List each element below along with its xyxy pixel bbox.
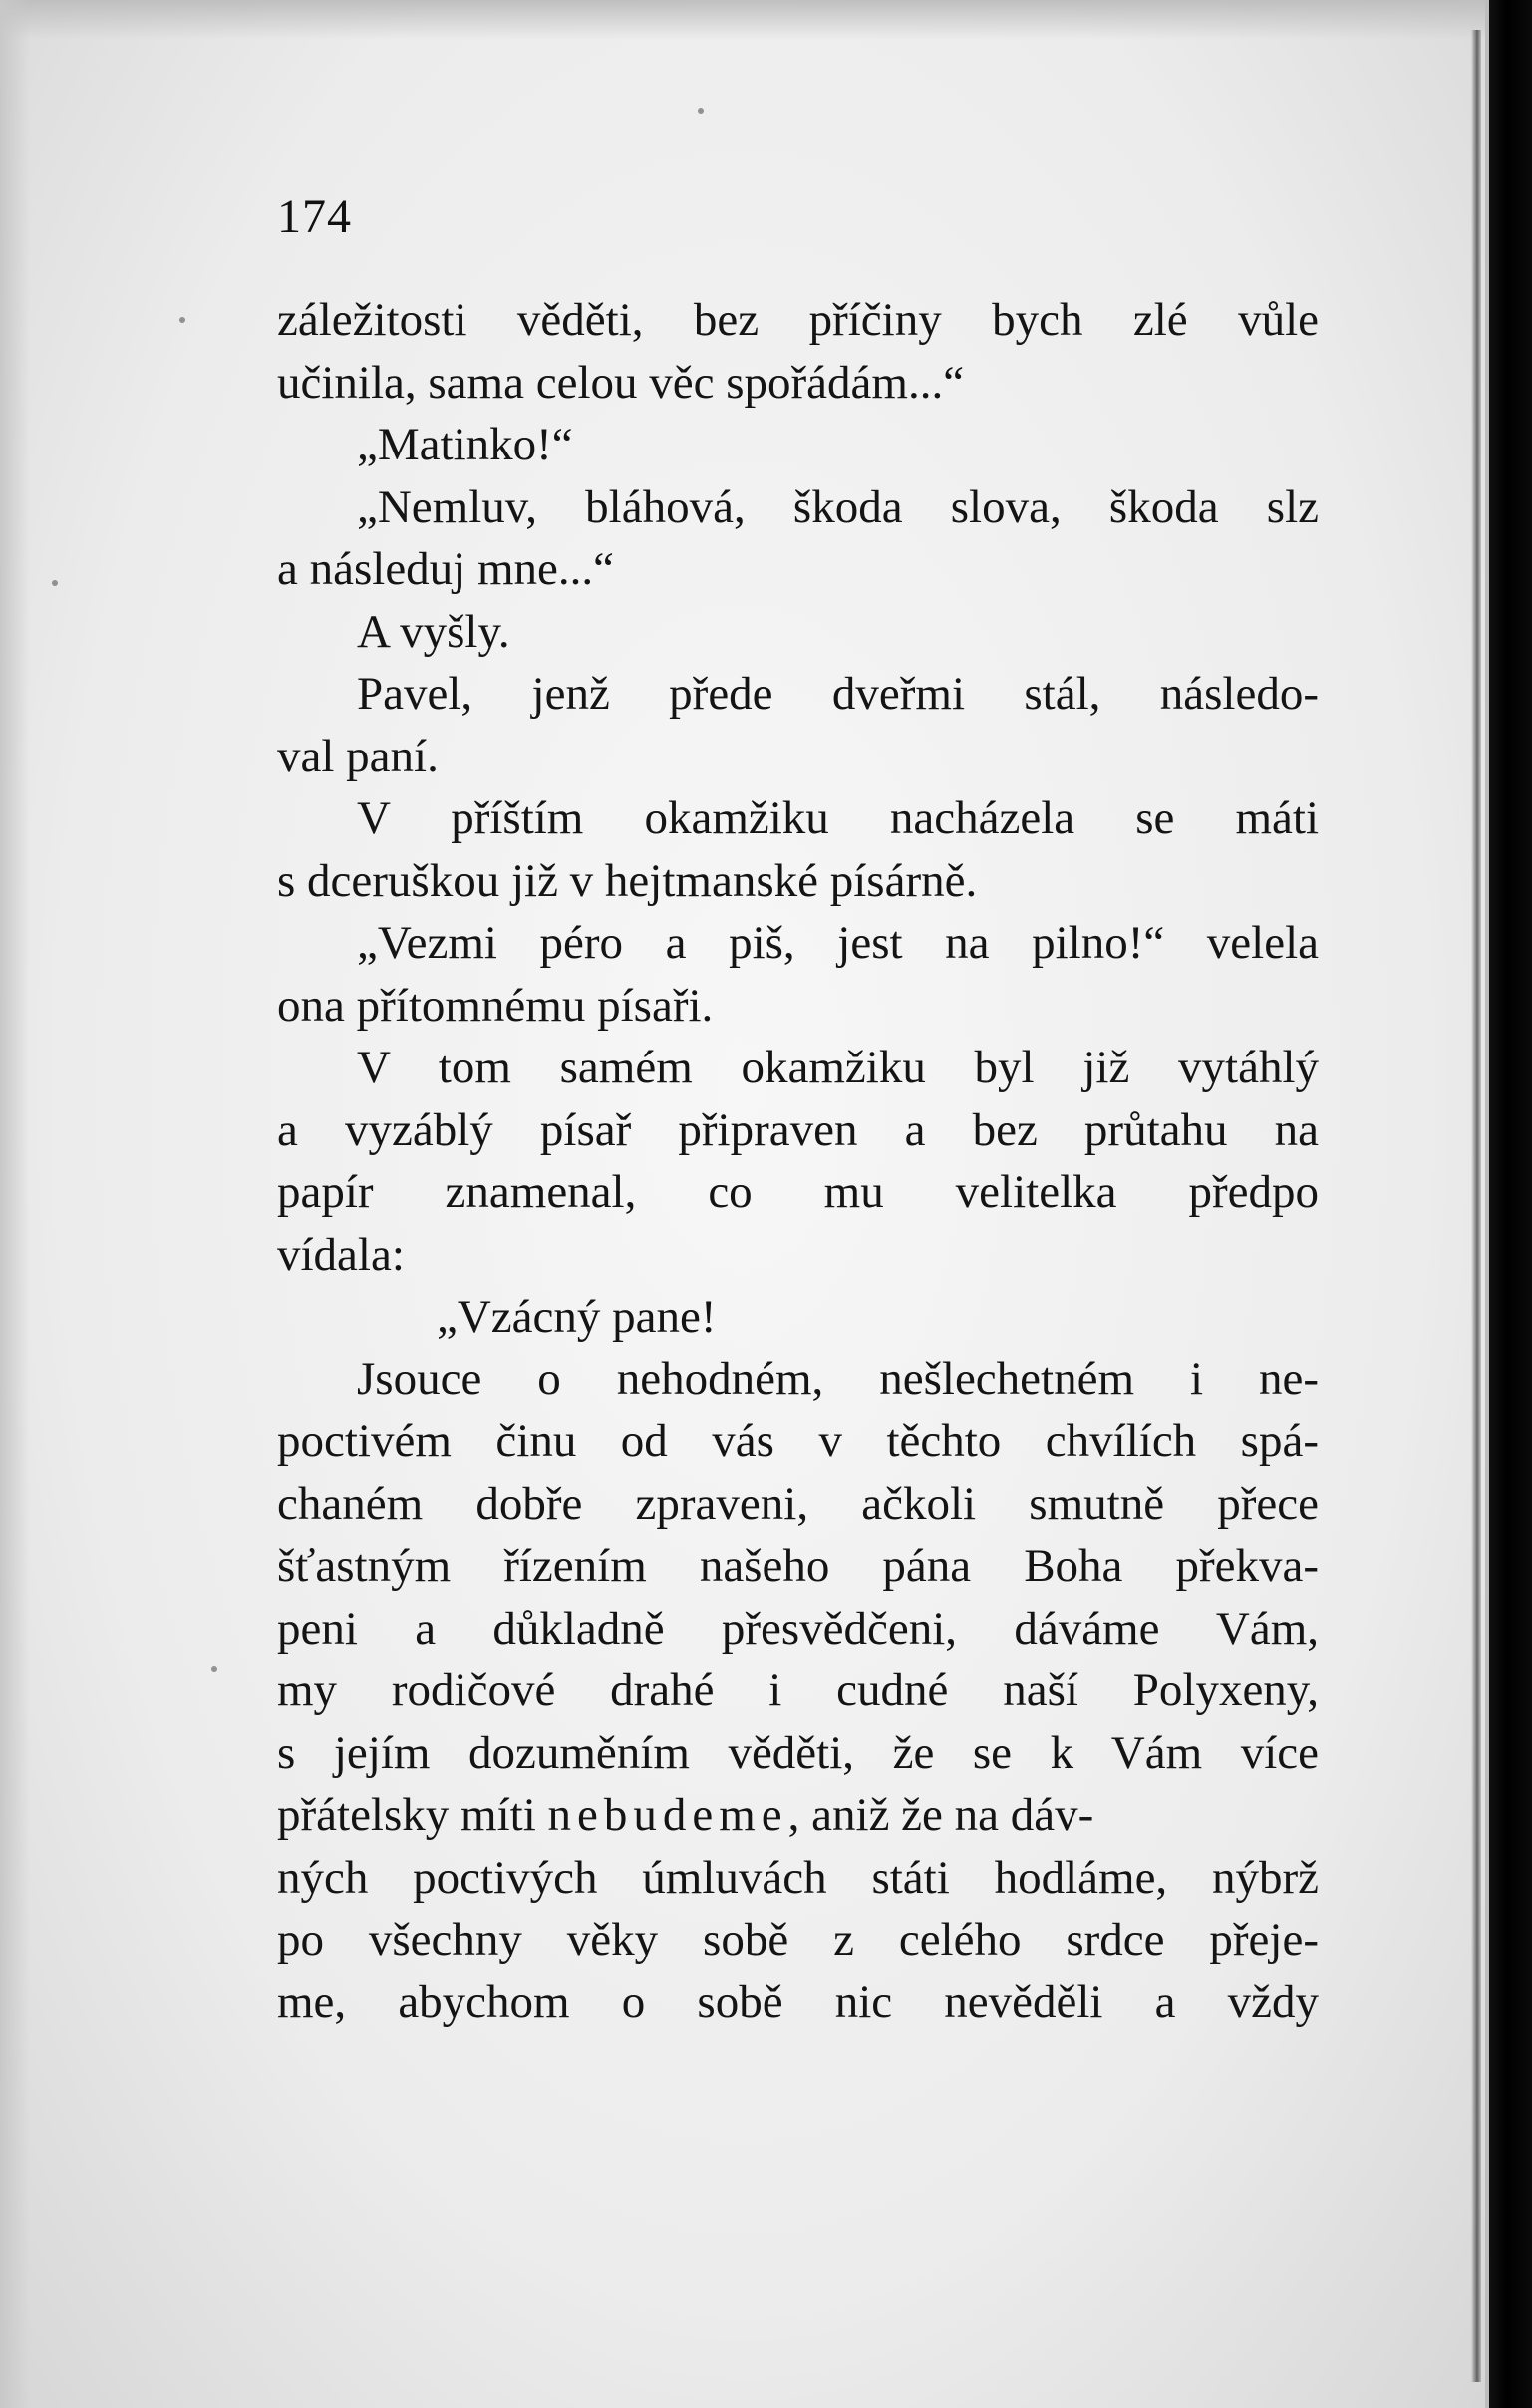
text-line: val paní.	[277, 730, 439, 782]
text-line: s dceruškou již v hejtmanské písárně.	[277, 854, 978, 907]
text-line: V tom samém okamžiku byl již vytáhlý	[357, 1042, 1319, 1093]
text-line: s jejím dozuměním věděti, že se k Vám více	[277, 1726, 1319, 1779]
dust-speck	[211, 1666, 217, 1672]
text-line: papír znamenal, co mu velitelka předpo	[277, 1166, 1319, 1218]
text-line: Jsouce o nehodném, nešlechetném i ne-	[357, 1353, 1319, 1405]
dust-speck	[52, 580, 58, 586]
binding-shadow	[1471, 30, 1481, 2382]
book-binding	[1489, 0, 1532, 2408]
text-line-emphasis	[277, 1784, 1319, 1847]
text-segment: , aniž že na dáv-	[787, 1789, 1094, 1841]
text-line: my rodičové drahé i cudné naší Polyxeny,	[277, 1664, 1319, 1716]
text-line: záležitosti věděti, bez příčiny bych zlé vůle	[277, 294, 1319, 346]
spaced-emphasis: nebudeme	[547, 1789, 788, 1841]
text-line: chaném dobře zpraveni, ačkoli smutně přece	[277, 1477, 1319, 1530]
text-line: a následuj mne...“	[277, 543, 615, 595]
dust-speck	[179, 317, 185, 323]
text-line: po všechny věky sobě z celého srdce přeje-	[277, 1914, 1319, 1965]
text-line: „Vezmi péro a piš, jest na pilno!“ velela	[357, 917, 1319, 969]
text-line: ných poctivých úmluvách státi hodláme, nýbrž	[277, 1851, 1319, 1904]
page-number: 174	[277, 190, 352, 243]
text-line: V příštím okamžiku nacházela se máti	[357, 792, 1319, 844]
text-line: A vyšly.	[357, 605, 510, 658]
text-line: me, abychom o sobě nic nevěděli a vždy	[277, 1975, 1319, 2028]
text-segment: přátelsky míti	[277, 1789, 536, 1841]
text-line: Pavel, jenž přede dveřmi stál, následo-	[357, 668, 1319, 720]
text-line: šťastným řízením našeho pána Boha překva-	[277, 1540, 1319, 1592]
text-line: poctivém činu od vás v těchto chvílích spá-	[277, 1415, 1319, 1467]
text-line: peni a důkladně přesvědčeni, dáváme Vám,	[277, 1602, 1319, 1655]
text-line: vídala:	[277, 1228, 405, 1281]
text-line: „Matinko!“	[357, 419, 573, 470]
body-text	[277, 289, 1319, 2033]
text-line: učinila, sama celou věc spořádám...“	[277, 356, 965, 409]
text-line: ona přítomnému písaři.	[277, 979, 714, 1032]
text-line: „Vzácný pane!	[437, 1291, 717, 1343]
dust-speck	[698, 108, 704, 114]
text-line: „Nemluv, bláhová, škoda slova, škoda slz	[357, 480, 1319, 533]
text-line: a vyzáblý písař připraven a bez průtahu na	[277, 1103, 1319, 1156]
